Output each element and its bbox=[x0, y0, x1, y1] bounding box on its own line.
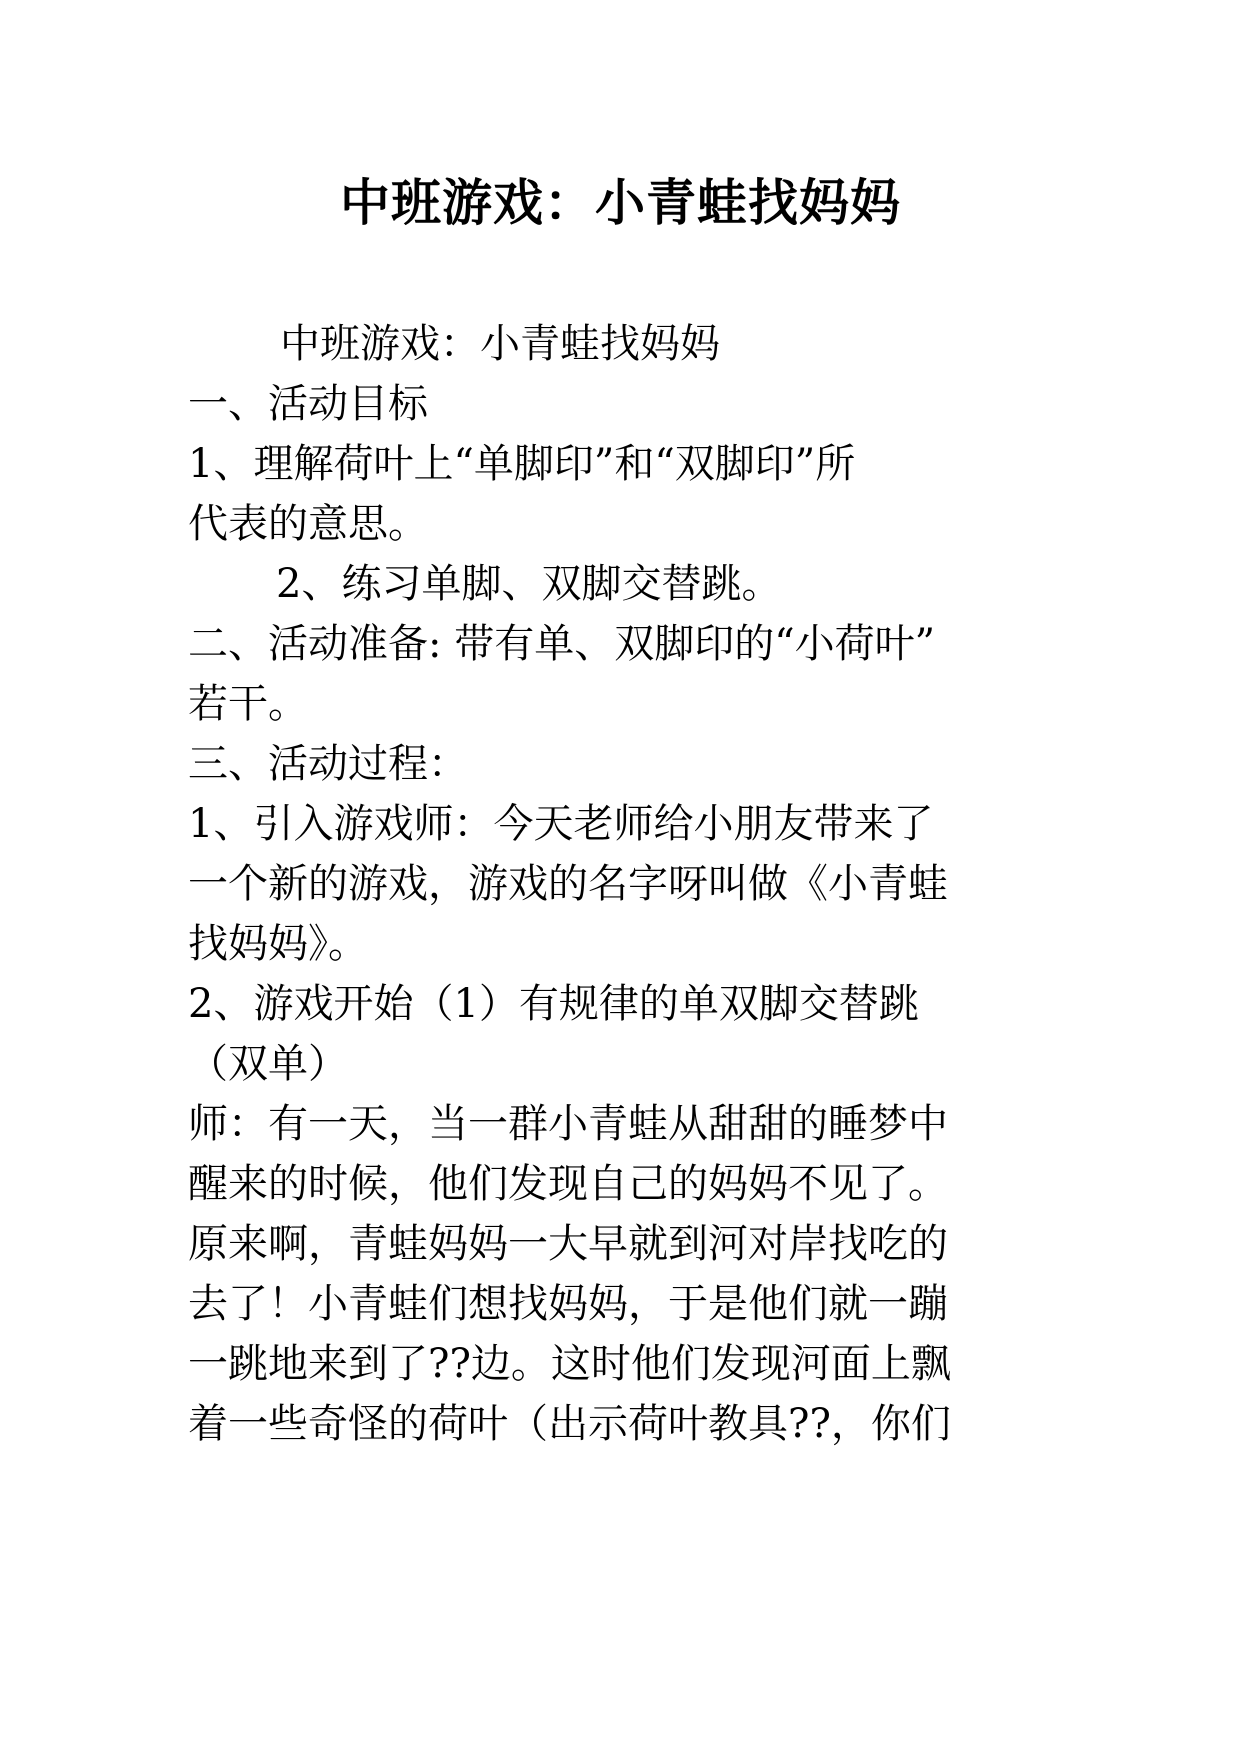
document-body bbox=[188, 314, 1088, 1454]
body-line: 醒来的时候，他们发现自己的妈妈不见了。 bbox=[188, 1161, 948, 1207]
body-line: 一跳地来到了??边。这时他们发现河面上飘 bbox=[188, 1341, 951, 1387]
body-line: 1、理解荷叶上“单脚印”和“双脚印”所 bbox=[188, 441, 856, 487]
body-line-section-process: 三、活动过程： bbox=[188, 741, 468, 787]
document-title: 中班游戏：小青蛙找妈妈 bbox=[340, 173, 901, 232]
body-line: 2、练习单脚、双脚交替跳。 bbox=[276, 561, 782, 607]
body-line-section-goals: 一、活动目标 bbox=[188, 381, 428, 427]
body-line: 1、引入游戏师：今天老师给小朋友带来了 bbox=[188, 801, 934, 847]
body-line: 着一些奇怪的荷叶（出示荷叶教具??，你们 bbox=[188, 1401, 951, 1447]
body-line: 若干。 bbox=[188, 681, 308, 727]
body-line: 原来啊，青蛙妈妈一大早就到河对岸找吃的 bbox=[188, 1221, 948, 1267]
body-line: （双单） bbox=[188, 1041, 348, 1087]
body-line-section-prep: 二、活动准备: 带有单、双脚印的“小荷叶” bbox=[188, 621, 936, 667]
body-line: 代表的意思。 bbox=[188, 501, 428, 547]
body-line-subtitle: 中班游戏：小青蛙找妈妈 bbox=[280, 321, 720, 367]
body-line: 一个新的游戏，游戏的名字呀叫做《小青蛙 bbox=[188, 861, 948, 907]
body-line: 去了！小青蛙们想找妈妈，于是他们就一蹦 bbox=[188, 1281, 948, 1327]
body-line: 找妈妈》。 bbox=[188, 921, 368, 967]
body-line: 师：有一天，当一群小青蛙从甜甜的睡梦中 bbox=[188, 1101, 948, 1147]
body-line: 2、游戏开始（1）有规律的单双脚交替跳 bbox=[188, 981, 919, 1027]
